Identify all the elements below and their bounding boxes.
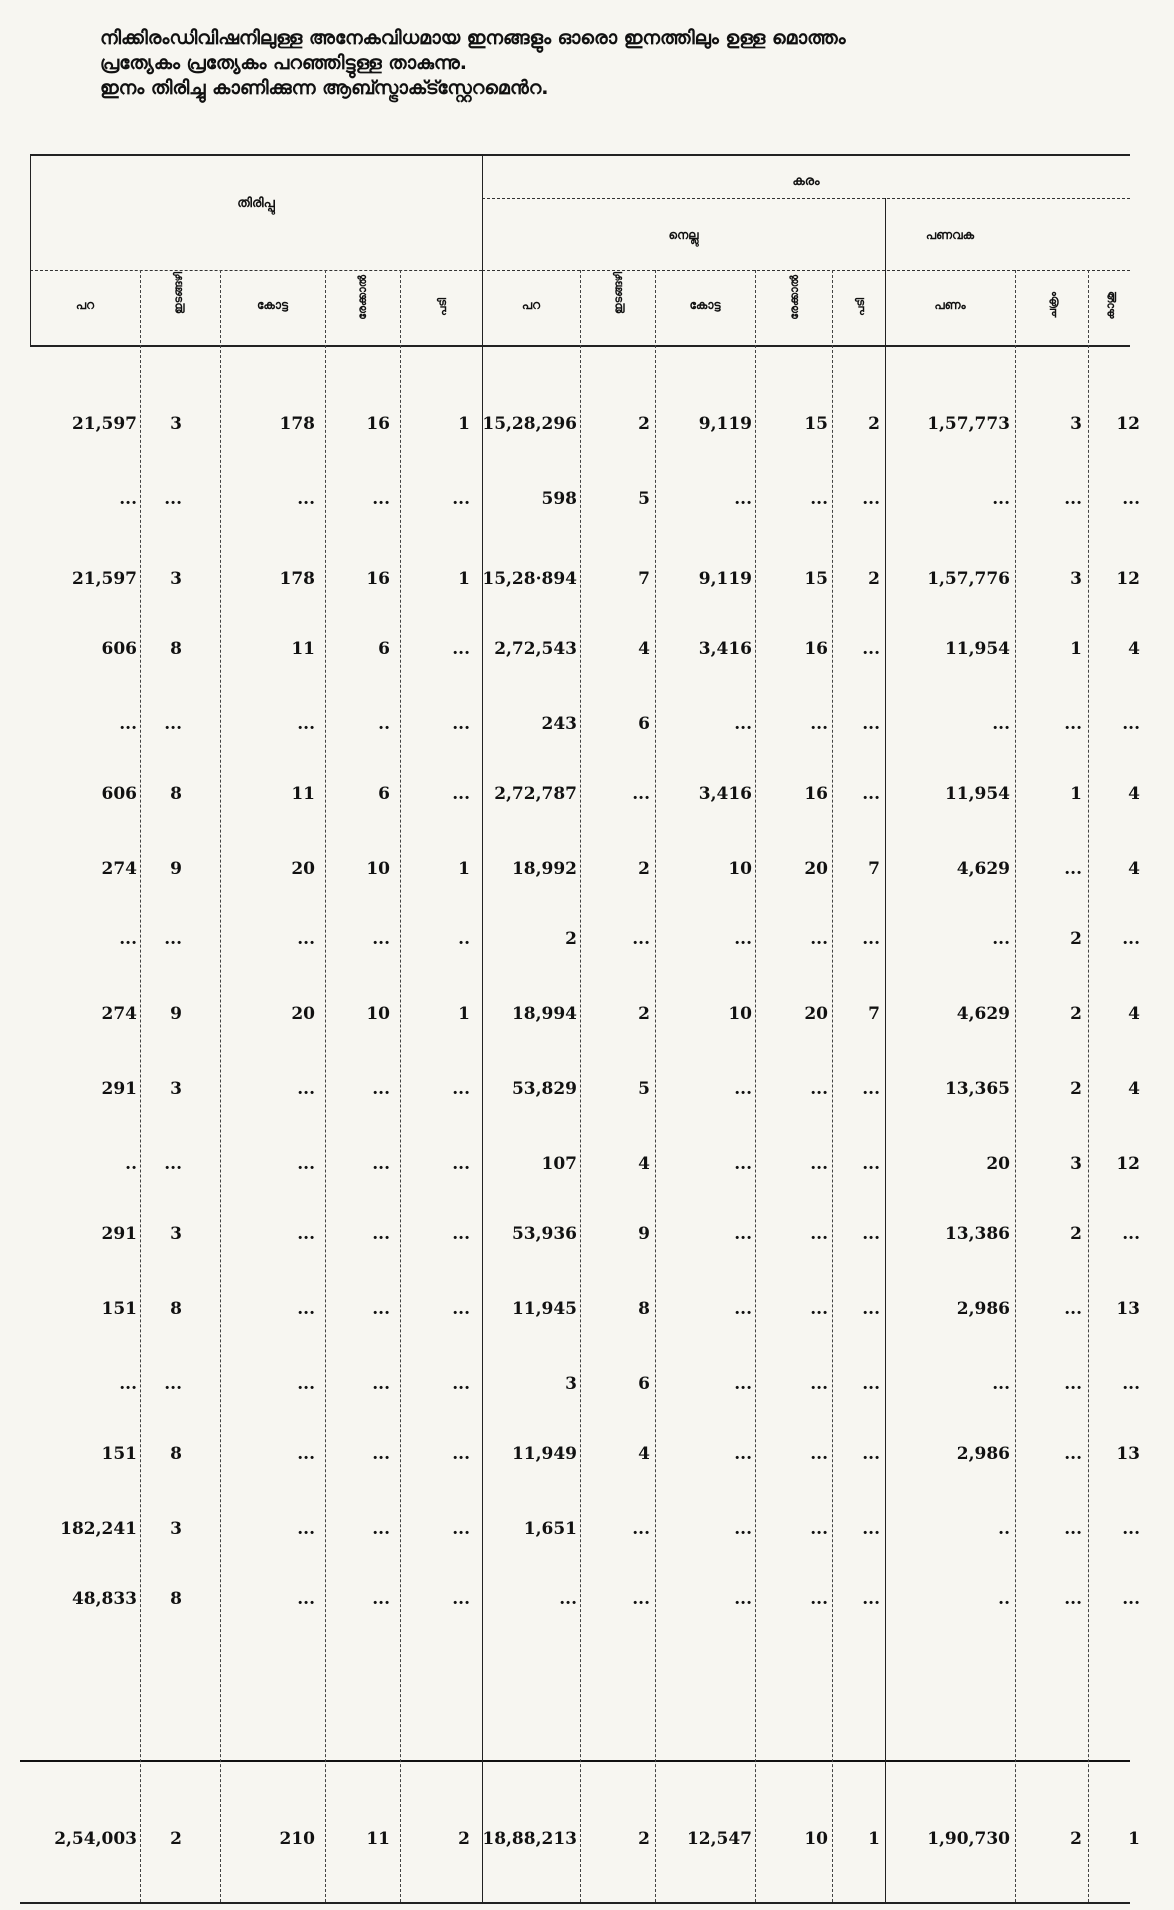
- table-cell-r11-c12: ...: [1122, 1224, 1140, 1244]
- table-cell-r7-c7: ...: [734, 929, 752, 949]
- table-cell-r16-c3: ...: [372, 1589, 390, 1609]
- table-cell-r1-c11: ...: [1064, 489, 1082, 509]
- thirippu-rule: [30, 270, 482, 271]
- table-cell-r4-c11: ...: [1064, 714, 1082, 734]
- table-cell-r9-c10: 13,365: [944, 1079, 1010, 1099]
- table-cell-r6-c1: 9: [170, 859, 182, 879]
- table-cell-r3-c10: 11,954: [944, 639, 1010, 659]
- table-cell-r5-c9: ...: [862, 784, 880, 804]
- group-header-karam: കരം: [792, 174, 820, 189]
- table-cell-r5-c6: ...: [632, 784, 650, 804]
- table-cell-r5-c11: 1: [1070, 784, 1082, 804]
- table-cell-r13-c12: ...: [1122, 1374, 1140, 1394]
- total-cell-10: 1,90,730: [927, 1829, 1010, 1849]
- table-cell-r10-c4: ...: [452, 1154, 470, 1174]
- table-cell-r5-c5: 2,72,787: [494, 784, 577, 804]
- table-cell-r4-c5: 243: [541, 714, 577, 734]
- group-header-nellu: നെല്ലു: [668, 228, 699, 242]
- header-line-2: പ്രത്യേകം പ്രത്യേകം പറഞ്ഞിട്ടുള്ള താകുന്നു.: [100, 52, 468, 74]
- table-cell-r6-c7: 10: [728, 859, 752, 879]
- table-cell-r4-c4: ...: [452, 714, 470, 734]
- table-cell-r15-c9: ...: [862, 1519, 880, 1539]
- table-cell-r0-c4: 1: [458, 414, 470, 434]
- table-cell-r14-c0: 151: [101, 1444, 137, 1464]
- table-cell-r4-c7: ...: [734, 714, 752, 734]
- table-cell-r7-c1: ...: [164, 929, 182, 949]
- table-cell-r2-c8: 15: [804, 569, 828, 589]
- table-cell-r7-c9: ...: [862, 929, 880, 949]
- table-cell-r1-c2: ...: [297, 489, 315, 509]
- table-cell-r3-c5: 2,72,543: [494, 639, 577, 659]
- table-cell-r11-c7: ...: [734, 1224, 752, 1244]
- table-cell-r10-c5: 107: [541, 1154, 577, 1174]
- table-cell-r14-c10: 2,986: [956, 1444, 1010, 1464]
- table-cell-r1-c1: ...: [164, 489, 182, 509]
- table-cell-r4-c12: ...: [1122, 714, 1140, 734]
- table-cell-r14-c11: ...: [1064, 1444, 1082, 1464]
- table-cell-r12-c5: 11,945: [511, 1299, 577, 1319]
- table-cell-r3-c4: ...: [452, 639, 470, 659]
- table-cell-r8-c9: 7: [868, 1004, 880, 1024]
- table-cell-r7-c8: ...: [810, 929, 828, 949]
- table-cell-r10-c1: ...: [164, 1154, 182, 1174]
- table-cell-r12-c0: 151: [101, 1299, 137, 1319]
- header-line-3: ഇനം തിരിച്ചു കാണിക്കുന്ന ആബ്സ്ട്രാക്ട്സ്റ്റേറമെൻറ.: [100, 77, 549, 99]
- table-cell-r2-c9: 2: [868, 569, 880, 589]
- table-cell-r2-c3: 16: [366, 569, 390, 589]
- total-cell-2: 210: [279, 1829, 315, 1849]
- table-cell-r5-c7: 3,416: [698, 784, 752, 804]
- table-cell-r16-c9: ...: [862, 1589, 880, 1609]
- table-cell-r10-c7: ...: [734, 1154, 752, 1174]
- table-cell-r13-c9: ...: [862, 1374, 880, 1394]
- table-cell-r6-c4: 1: [458, 859, 470, 879]
- table-cell-r15-c11: ...: [1064, 1519, 1082, 1539]
- table-cell-r15-c7: ...: [734, 1519, 752, 1539]
- table-cell-r13-c6: 6: [638, 1374, 650, 1394]
- table-cell-r12-c2: ...: [297, 1299, 315, 1319]
- total-cell-6: 2: [638, 1829, 650, 1849]
- table-cell-r13-c0: ...: [119, 1374, 137, 1394]
- table-cell-r8-c12: 4: [1128, 1004, 1140, 1024]
- table-cell-r2-c0: 21,597: [71, 569, 137, 589]
- table-cell-r9-c3: ...: [372, 1079, 390, 1099]
- table-cell-r10-c2: ...: [297, 1154, 315, 1174]
- table-cell-r0-c10: 1,57,773: [927, 414, 1010, 434]
- table-cell-r0-c3: 16: [366, 414, 390, 434]
- table-cell-r8-c2: 20: [291, 1004, 315, 1024]
- group-header-thirippu: തിരിപ്പു: [237, 196, 275, 211]
- table-cell-r12-c6: 8: [638, 1299, 650, 1319]
- table-cell-r5-c1: 8: [170, 784, 182, 804]
- table-cell-r2-c4: 1: [458, 569, 470, 589]
- table-cell-r5-c8: 16: [804, 784, 828, 804]
- table-cell-r1-c6: 5: [638, 489, 650, 509]
- table-cell-r13-c4: ...: [452, 1374, 470, 1394]
- table-cell-r0-c8: 15: [804, 414, 828, 434]
- table-cell-r8-c8: 20: [804, 1004, 828, 1024]
- table-cell-r11-c1: 3: [170, 1224, 182, 1244]
- group-header-panavaka: പണവക: [925, 228, 975, 242]
- table-cell-r5-c0: 606: [101, 784, 137, 804]
- table-cell-r0-c6: 2: [638, 414, 650, 434]
- table-cell-r15-c2: ...: [297, 1519, 315, 1539]
- col-header-p-chakram: ചക്രം: [1046, 292, 1059, 319]
- table-cell-r15-c5: 1,651: [523, 1519, 577, 1539]
- table-cell-r1-c0: ...: [119, 489, 137, 509]
- table-cell-r16-c5: ...: [559, 1589, 577, 1609]
- table-cell-r9-c6: 5: [638, 1079, 650, 1099]
- total-cell-4: 2: [458, 1829, 470, 1849]
- table-cell-r0-c7: 9,119: [698, 414, 752, 434]
- table-cell-r16-c12: ...: [1122, 1589, 1140, 1609]
- table-cell-r6-c6: 2: [638, 859, 650, 879]
- table-cell-r9-c1: 3: [170, 1079, 182, 1099]
- table-cell-r1-c5: 598: [541, 489, 577, 509]
- table-cell-r7-c2: ...: [297, 929, 315, 949]
- table-cell-r12-c11: ...: [1064, 1299, 1082, 1319]
- table-cell-r13-c10: ...: [992, 1374, 1010, 1394]
- table-cell-r16-c1: 8: [170, 1589, 182, 1609]
- table-cell-r15-c10: ..: [998, 1519, 1010, 1539]
- table-cell-r0-c5: 15,28,296: [482, 414, 577, 434]
- table-cell-r12-c9: ...: [862, 1299, 880, 1319]
- table-cell-r8-c6: 2: [638, 1004, 650, 1024]
- table-top-rule: [30, 154, 1130, 156]
- table-cell-r1-c7: ...: [734, 489, 752, 509]
- total-cell-9: 1: [868, 1829, 880, 1849]
- total-cell-0: 2,54,003: [54, 1829, 137, 1849]
- table-cell-r9-c5: 53,829: [511, 1079, 577, 1099]
- col-header-n-padi: പടി: [854, 298, 867, 316]
- table-cell-r2-c12: 12: [1116, 569, 1140, 589]
- table-cell-r10-c3: ...: [372, 1154, 390, 1174]
- table-cell-r16-c6: ...: [632, 1589, 650, 1609]
- table-cell-r11-c10: 13,386: [944, 1224, 1010, 1244]
- table-cell-r9-c0: 291: [101, 1079, 137, 1099]
- total-cell-5: 18,88,213: [482, 1829, 577, 1849]
- table-cell-r13-c5: 3: [565, 1374, 577, 1394]
- table-cell-r8-c4: 1: [458, 1004, 470, 1024]
- table-cell-r3-c3: 6: [378, 639, 390, 659]
- table-cell-r8-c11: 2: [1070, 1004, 1082, 1024]
- table-cell-r12-c12: 13: [1116, 1299, 1140, 1319]
- table-cell-r6-c2: 20: [291, 859, 315, 879]
- col-header-p-panam: പണം: [934, 298, 966, 312]
- table-cell-r6-c5: 18,992: [511, 859, 577, 879]
- table-cell-r8-c7: 10: [728, 1004, 752, 1024]
- table-cell-r16-c11: ...: [1064, 1589, 1082, 1609]
- table-cell-r14-c3: ...: [372, 1444, 390, 1464]
- table-cell-r3-c8: 16: [804, 639, 828, 659]
- table-cell-r13-c2: ...: [297, 1374, 315, 1394]
- table-cell-r11-c0: 291: [101, 1224, 137, 1244]
- table-cell-r4-c6: 6: [638, 714, 650, 734]
- table-cell-r14-c7: ...: [734, 1444, 752, 1464]
- table-cell-r15-c12: ...: [1122, 1519, 1140, 1539]
- table-cell-r3-c11: 1: [1070, 639, 1082, 659]
- table-cell-r11-c4: ...: [452, 1224, 470, 1244]
- table-cell-r14-c2: ...: [297, 1444, 315, 1464]
- table-cell-r15-c6: ...: [632, 1519, 650, 1539]
- table-cell-r13-c11: ...: [1064, 1374, 1082, 1394]
- total-cell-7: 12,547: [686, 1829, 752, 1849]
- table-cell-r10-c8: ...: [810, 1154, 828, 1174]
- col-header-p-kasu: കാശു: [1104, 292, 1117, 320]
- karam-rule: [482, 198, 1130, 199]
- table-cell-r3-c2: 11: [291, 639, 315, 659]
- table-cell-r12-c4: ...: [452, 1299, 470, 1319]
- table-cell-r13-c3: ...: [372, 1374, 390, 1394]
- col-header-t-para: പറ: [75, 298, 95, 312]
- table-cell-r5-c4: ...: [452, 784, 470, 804]
- table-cell-r15-c3: ...: [372, 1519, 390, 1539]
- table-cell-r7-c5: 2: [565, 929, 577, 949]
- table-cell-r6-c10: 4,629: [956, 859, 1010, 879]
- table-cell-r8-c3: 10: [366, 1004, 390, 1024]
- table-cell-r11-c8: ...: [810, 1224, 828, 1244]
- table-cell-r7-c3: ...: [372, 929, 390, 949]
- table-cell-r8-c1: 9: [170, 1004, 182, 1024]
- table-cell-r0-c0: 21,597: [71, 414, 137, 434]
- table-left-border: [30, 154, 31, 345]
- table-cell-r3-c7: 3,416: [698, 639, 752, 659]
- table-cell-r16-c8: ...: [810, 1589, 828, 1609]
- table-cell-r6-c11: ...: [1064, 859, 1082, 879]
- table-cell-r11-c11: 2: [1070, 1224, 1082, 1244]
- table-cell-r11-c6: 9: [638, 1224, 650, 1244]
- table-cell-r0-c9: 2: [868, 414, 880, 434]
- table-cell-r15-c1: 3: [170, 1519, 182, 1539]
- table-cell-r9-c7: ...: [734, 1079, 752, 1099]
- table-cell-r2-c5: 15,28·894: [482, 569, 577, 589]
- table-cell-r2-c7: 9,119: [698, 569, 752, 589]
- table-cell-r4-c2: ...: [297, 714, 315, 734]
- table-cell-r1-c4: ...: [452, 489, 470, 509]
- table-cell-r11-c2: ...: [297, 1224, 315, 1244]
- table-cell-r2-c10: 1,57,776: [927, 569, 1010, 589]
- table-cell-r10-c11: 3: [1070, 1154, 1082, 1174]
- table-cell-r5-c12: 4: [1128, 784, 1140, 804]
- table-cell-r0-c2: 178: [279, 414, 315, 434]
- table-cell-r0-c1: 3: [170, 414, 182, 434]
- table-cell-r14-c6: 4: [638, 1444, 650, 1464]
- table-cell-r1-c10: ...: [992, 489, 1010, 509]
- table-cell-r11-c9: ...: [862, 1224, 880, 1244]
- table-cell-r9-c9: ...: [862, 1079, 880, 1099]
- table-cell-r6-c12: 4: [1128, 859, 1140, 879]
- table-cell-r7-c12: ...: [1122, 929, 1140, 949]
- table-cell-r6-c3: 10: [366, 859, 390, 879]
- table-cell-r16-c2: ...: [297, 1589, 315, 1609]
- table-cell-r6-c8: 20: [804, 859, 828, 879]
- table-cell-r10-c0: ..: [125, 1154, 137, 1174]
- table-cell-r0-c11: 3: [1070, 414, 1082, 434]
- total-cell-8: 10: [804, 1829, 828, 1849]
- table-cell-r7-c6: ...: [632, 929, 650, 949]
- table-cell-r9-c8: ...: [810, 1079, 828, 1099]
- table-cell-r9-c4: ...: [452, 1079, 470, 1099]
- table-cell-r3-c1: 8: [170, 639, 182, 659]
- col-header-t-rekkal: രേക്കാൽ: [356, 275, 369, 320]
- table-cell-r5-c3: 6: [378, 784, 390, 804]
- table-cell-r10-c6: 4: [638, 1154, 650, 1174]
- table-cell-r14-c12: 13: [1116, 1444, 1140, 1464]
- table-cell-r15-c0: 182,241: [60, 1519, 137, 1539]
- col-divider-9: [885, 198, 886, 1902]
- table-cell-r3-c9: ...: [862, 639, 880, 659]
- table-cell-r1-c8: ...: [810, 489, 828, 509]
- table-cell-r10-c9: ...: [862, 1154, 880, 1174]
- table-cell-r13-c1: ...: [164, 1374, 182, 1394]
- table-cell-r2-c11: 3: [1070, 569, 1082, 589]
- table-cell-r2-c1: 3: [170, 569, 182, 589]
- table-cell-r9-c11: 2: [1070, 1079, 1082, 1099]
- table-cell-r13-c7: ...: [734, 1374, 752, 1394]
- table-cell-r12-c1: 8: [170, 1299, 182, 1319]
- table-cell-r13-c8: ...: [810, 1374, 828, 1394]
- table-cell-r7-c0: ...: [119, 929, 137, 949]
- table-cell-r4-c0: ...: [119, 714, 137, 734]
- table-cell-r14-c5: 11,949: [511, 1444, 577, 1464]
- table-cell-r10-c10: 20: [986, 1154, 1010, 1174]
- table-cell-r12-c10: 2,986: [956, 1299, 1010, 1319]
- total-cell-12: 1: [1128, 1829, 1140, 1849]
- col-header-n-para: പറ: [521, 298, 541, 312]
- table-cell-r7-c11: 2: [1070, 929, 1082, 949]
- table-cell-r4-c10: ...: [992, 714, 1010, 734]
- table-cell-r7-c4: ..: [458, 929, 470, 949]
- table-cell-r10-c12: 12: [1116, 1154, 1140, 1174]
- table-cell-r14-c1: 8: [170, 1444, 182, 1464]
- table-cell-r8-c5: 18,994: [511, 1004, 577, 1024]
- table-cell-r11-c3: ...: [372, 1224, 390, 1244]
- total-cell-1: 2: [170, 1829, 182, 1849]
- table-cell-r3-c6: 4: [638, 639, 650, 659]
- col-header-n-rekkal: രേക്കാൽ: [788, 275, 801, 320]
- table-cell-r16-c7: ...: [734, 1589, 752, 1609]
- table-cell-r6-c0: 274: [101, 859, 137, 879]
- table-cell-r9-c2: ...: [297, 1079, 315, 1099]
- table-cell-r15-c4: ...: [452, 1519, 470, 1539]
- table-cell-r3-c12: 4: [1128, 639, 1140, 659]
- table-bottom-rule: [20, 1902, 1130, 1904]
- table-cell-r12-c7: ...: [734, 1299, 752, 1319]
- col-header-n-kotta: കോട്ട: [689, 298, 721, 312]
- table-cell-r8-c0: 274: [101, 1004, 137, 1024]
- table-cell-r1-c3: ...: [372, 489, 390, 509]
- table-cell-r15-c8: ...: [810, 1519, 828, 1539]
- table-cell-r8-c10: 4,629: [956, 1004, 1010, 1024]
- table-cell-r16-c10: ..: [998, 1589, 1010, 1609]
- col-header-t-padi: പടി: [436, 298, 449, 316]
- table-cell-r2-c6: 7: [638, 569, 650, 589]
- col-header-t-kotta: കോട്ട: [257, 298, 288, 312]
- table-cell-r4-c9: ...: [862, 714, 880, 734]
- table-cell-r5-c10: 11,954: [944, 784, 1010, 804]
- header-line-1: നിക്കിരംഡിവിഷനിലുള്ള അനേകവിധമായ ഇനങ്ങളും ഓരൊ ഇനത്തിലും ഉള്ള മൊത്തം: [100, 27, 846, 49]
- table-cell-r5-c2: 11: [291, 784, 315, 804]
- table-cell-r14-c8: ...: [810, 1444, 828, 1464]
- table-cell-r0-c12: 12: [1116, 414, 1140, 434]
- total-cell-11: 2: [1070, 1829, 1082, 1849]
- table-cell-r1-c12: ...: [1122, 489, 1140, 509]
- table-cell-r12-c3: ...: [372, 1299, 390, 1319]
- table-cell-r6-c9: 7: [868, 859, 880, 879]
- table-cell-r4-c3: ..: [378, 714, 390, 734]
- table-cell-r12-c8: ...: [810, 1299, 828, 1319]
- table-cell-r1-c9: ...: [862, 489, 880, 509]
- total-top-rule: [20, 1760, 1130, 1762]
- table-cell-r2-c2: 178: [279, 569, 315, 589]
- table-cell-r4-c1: ...: [164, 714, 182, 734]
- table-cell-r9-c12: 4: [1128, 1079, 1140, 1099]
- table-cell-r3-c0: 606: [101, 639, 137, 659]
- table-cell-r11-c5: 53,936: [511, 1224, 577, 1244]
- total-cell-3: 11: [366, 1829, 390, 1849]
- table-cell-r16-c4: ...: [452, 1589, 470, 1609]
- table-cell-r16-c0: 48,833: [71, 1589, 137, 1609]
- page-header: [100, 26, 1140, 101]
- table-cell-r14-c4: ...: [452, 1444, 470, 1464]
- col-header-t-edangazhi: ഇടങ്ങഴി: [172, 272, 185, 315]
- table-cell-r14-c9: ...: [862, 1444, 880, 1464]
- table-cell-r4-c8: ...: [810, 714, 828, 734]
- table-cell-r7-c10: ...: [992, 929, 1010, 949]
- col-header-n-edangazhi: ഇടങ്ങഴി: [612, 272, 625, 315]
